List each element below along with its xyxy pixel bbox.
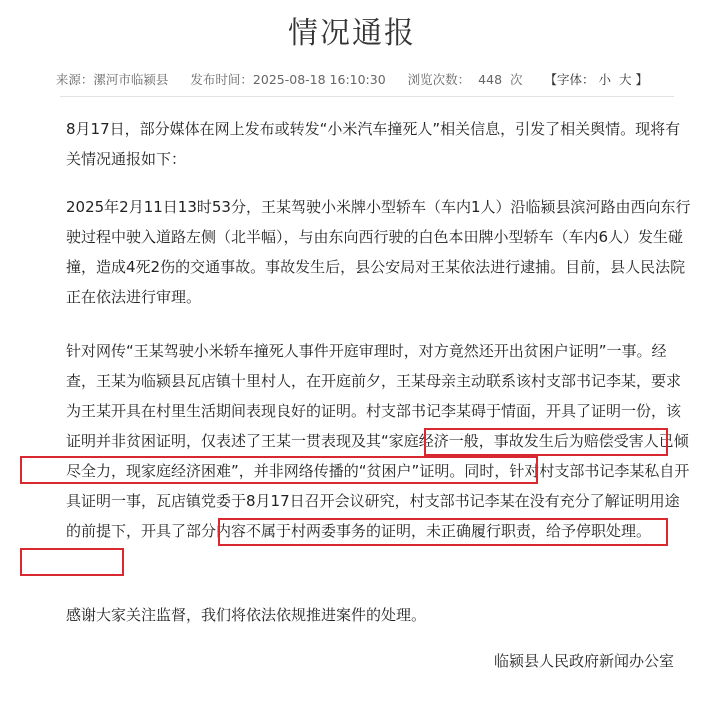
article-meta (0, 70, 704, 88)
highlighted-quote: “家庭经济一般，事故发生后为赔偿受害人已倾尽全力，现家庭经济困难”，并非网络传播的“贫困户”证明。 (66, 432, 689, 480)
highlight-box-quote-line1 (424, 428, 668, 456)
font-large-button[interactable]: 大 (619, 72, 632, 87)
highlight-box-penalty-line1 (218, 518, 668, 546)
source-label: 来源：漯河市临颍县 (55, 72, 169, 87)
publish-time: 发布时间：2025-08-18 16:10:30 (190, 72, 386, 87)
paragraph-intro-text: 8月17日，部分媒体在网上发布或转发“小米汽车撞死人”相关信息，引发了相关舆情。现将有关情况通报如下： (66, 120, 681, 168)
font-size-label: 【字体： (544, 72, 595, 87)
paragraph-accident (66, 192, 691, 312)
paragraph-investigation-text-1: 针对网传“王某驾驶小米轿车撞死人事件开庭审理时，对方竟然还开出贫困户证明”一事。经查，王某为临颍县瓦店镇十里村人，在开庭前夕，王某母亲主动联系该村支部书记李某，要求为王某开具在村里生活期间表现良好的证明。村支部书记李某碍于情面，开具了证明一份，该证明并非贫困证明，仅表述了王某一贯表现及其 (66, 342, 682, 450)
highlight-box-quote-line2 (20, 456, 538, 484)
paragraph-investigation-text-2: 同时，针对村支部书记李某私自开具证明一事，瓦店镇党委于8月17日召开会议研究，村支部书记李某在没有充分了解证明用途的前提下， (66, 462, 690, 540)
views-count: 448 (478, 72, 503, 87)
signature: 临颍县人民政府新闻办公室 (493, 652, 674, 670)
paragraph-intro (66, 114, 691, 174)
paragraph-accident-text: 2025年2月11日13时53分，王某驾驶小米牌小型轿车（车内1人）沿临颍县滨河路由西向东行驶过程中驶入道路左侧（北半幅），与由东向西行驶的白色本田牌小型轿车（车内6人）发生碰撞，造成4死2伤的交通事故。事故发生后，县公安局对王某依法进行逮捕。目前，县人民法院正在依法进行审理。 (66, 198, 691, 306)
font-small-button[interactable]: 小 (598, 72, 612, 87)
views-label: 浏览次数： (407, 72, 471, 87)
paragraph-thanks (66, 600, 691, 630)
highlighted-penalty: 开具了部分内容不属于村两委事务的证明，未正确履行职责，给予停职处理。 (141, 522, 652, 540)
page-title: 情况通报 (288, 16, 416, 51)
highlight-box-penalty-line2 (20, 548, 124, 576)
views-unit: 次 (510, 72, 523, 87)
font-size-close: 】 (635, 72, 649, 87)
meta-divider (60, 96, 674, 97)
paragraph-thanks-text: 感谢大家关注监督，我们将依法依规推进案件的处理。 (66, 606, 427, 624)
